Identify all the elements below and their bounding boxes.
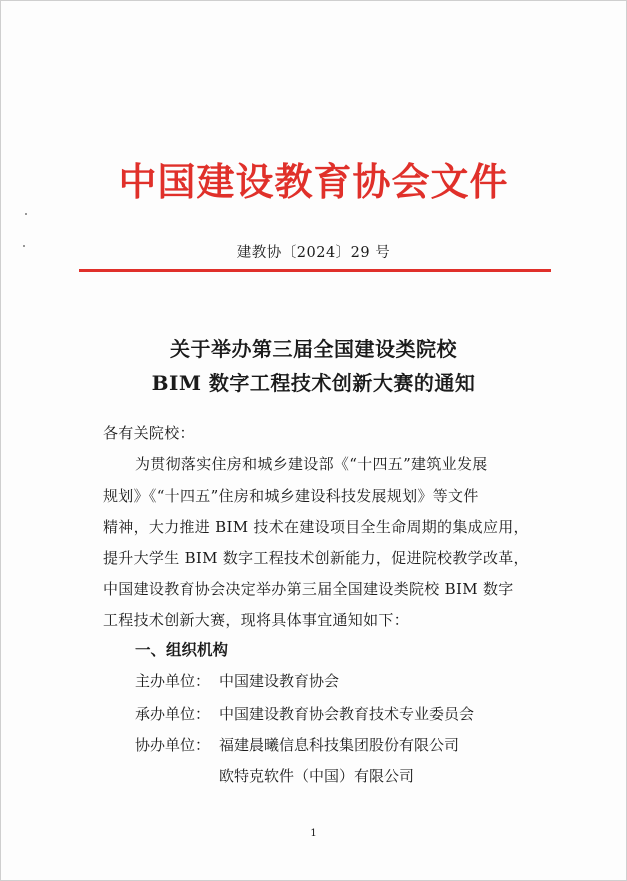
coorganizer-label: 协办单位： [135,736,211,754]
page-number: 1 [310,828,317,839]
document-number: 建教协〔2024〕29 号 [236,245,391,261]
salutation: 各有关院校： [103,424,195,442]
paragraph-line: 规划》《“十四五”住房和城乡建设科技发展规划》等文件 [103,487,479,505]
host-label: 主办单位： [135,672,211,690]
scan-speck [25,213,27,215]
paragraph-line: 为贯彻落实住房和城乡建设部《“十四五”建筑业发展 [135,455,488,473]
section-heading-organization: 一、组织机构 [135,641,229,659]
organizer-label: 承办单位： [135,705,211,723]
notice-title-line-2: BIM 数字工程技术创新大赛的通知 [151,371,476,395]
coorganizer-value-2: 欧特克软件（中国）有限公司 [219,767,415,785]
coorganizer-value-1: 福建晨曦信息科技集团股份有限公司 [219,736,460,754]
host-value: 中国建设教育协会 [219,672,340,690]
organization-title: 中国建设教育协会文件 [118,159,509,204]
organizer-value: 中国建设教育协会教育技术专业委员会 [219,705,475,723]
red-divider [79,269,551,272]
paragraph-line: 中国建设教育协会决定举办第三届全国建设类院校 BIM 数字 [103,580,514,598]
paragraph-line: 精神，大力推进 BIM 技术在建设项目全生命周期的集成应用， [103,518,529,536]
notice-title-line-1: 关于举办第三届全国建设类院校 [170,337,457,361]
paragraph-line: 提升大学生 BIM 数字工程技术创新能力，促进院校教学改革， [103,549,529,567]
paragraph-line: 工程技术创新大赛，现将具体事宜通知如下： [103,611,410,629]
